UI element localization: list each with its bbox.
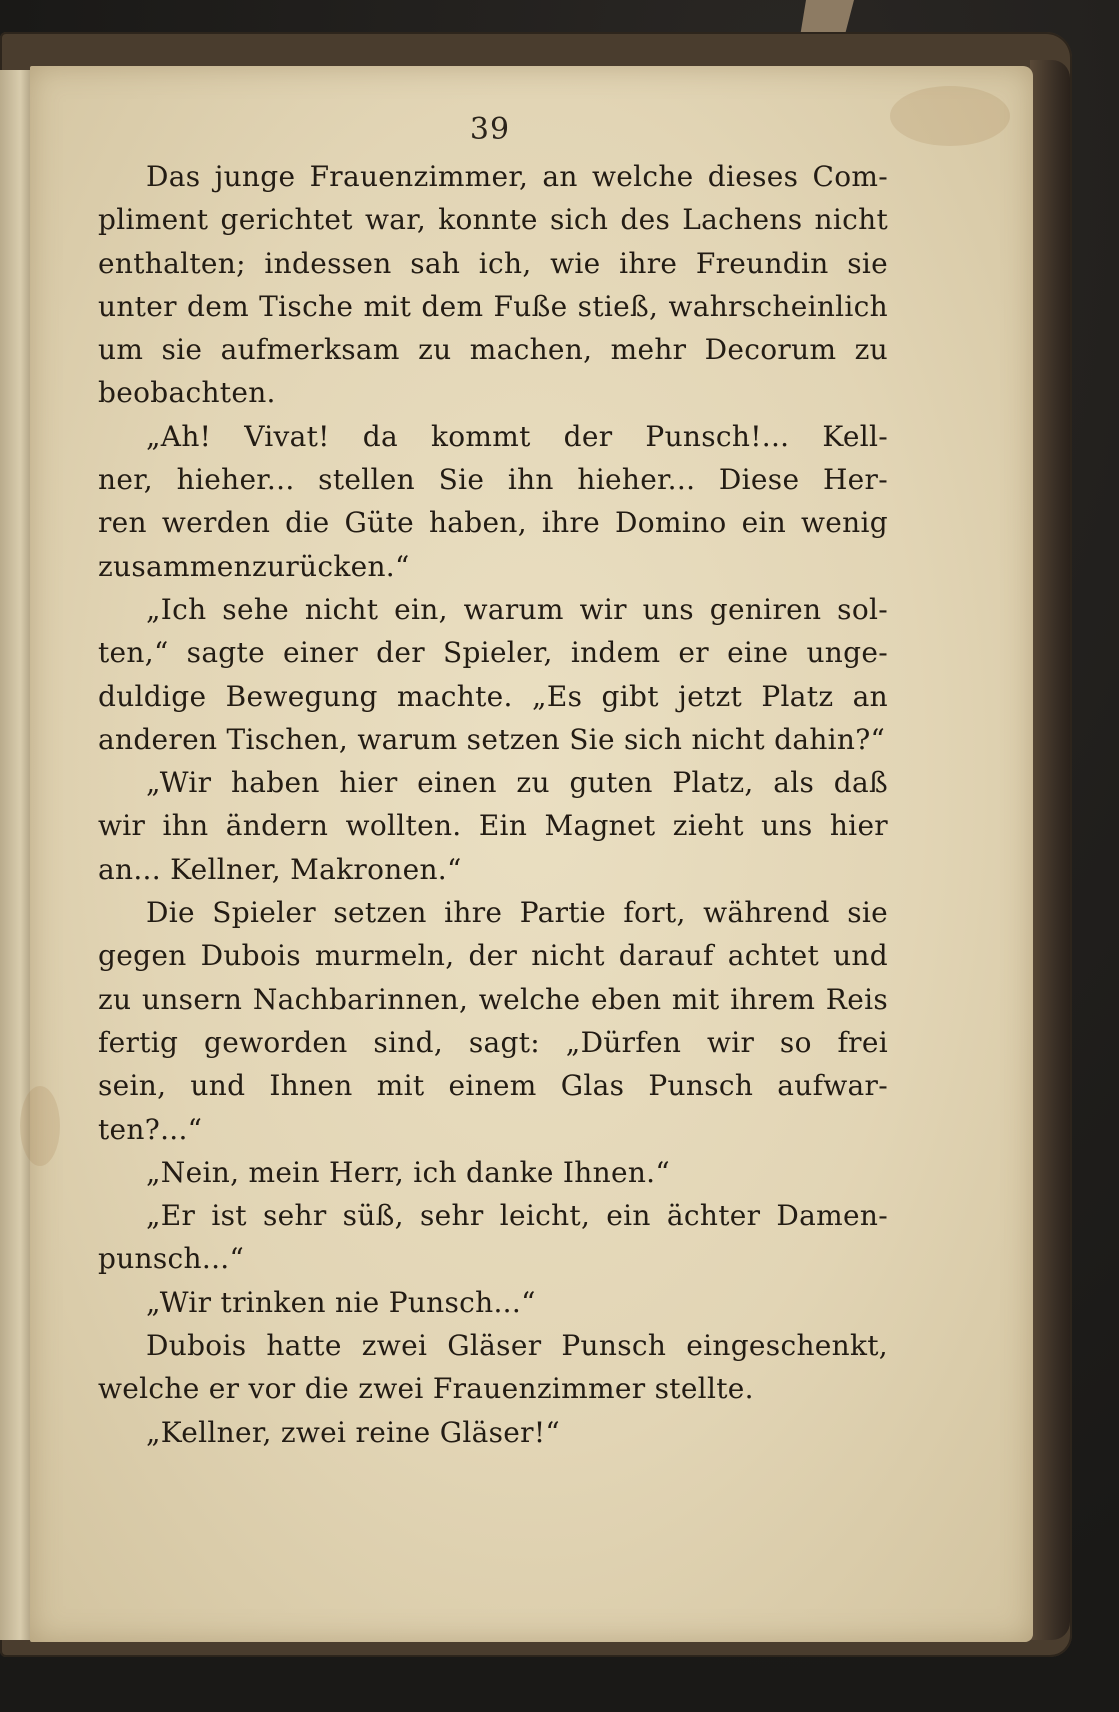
text-line: welche er vor die zwei Frauenzimmer stellte. xyxy=(98,1372,754,1406)
text-line: um sie aufmerksam zu machen, mehr Decorum zu xyxy=(98,333,888,367)
text-line: ner, hieher... stellen Sie ihn hieher... Diese Her- xyxy=(98,463,888,497)
text-line: beobachten. xyxy=(98,376,276,410)
text-line: ten,“ sagte einer der Spieler, indem er eine unge- xyxy=(98,636,888,670)
text-line: Die Spieler setzen ihre Partie fort, während sie xyxy=(146,896,888,930)
text-line: pliment gerichtet war, konnte sich des Lachens nicht xyxy=(98,203,888,237)
text-line: „Wir haben hier einen zu guten Platz, als daß xyxy=(146,766,888,800)
text-line: zu unsern Nachbarinnen, welche eben mit ihrem Reis xyxy=(98,982,888,1016)
text-line: punsch...“ xyxy=(98,1242,245,1276)
text-line: Dubois hatte zwei Gläser Punsch eingeschenkt, xyxy=(146,1329,888,1363)
text-line: enthalten; indessen sah ich, wie ihre Freundin sie xyxy=(98,246,888,280)
page-stain xyxy=(890,86,1010,146)
text-line: duldige Bewegung machte. „Es gibt jetzt Platz an xyxy=(98,679,888,713)
page-stain xyxy=(20,1086,60,1166)
body-text xyxy=(98,155,888,1454)
text-line: ren werden die Güte haben, ihre Domino ein wenig xyxy=(98,506,888,540)
text-line: „Er ist sehr süß, sehr leicht, ein ächter Damen- xyxy=(146,1199,888,1233)
text-line: anderen Tischen, warum setzen Sie sich nicht dahin?“ xyxy=(98,722,886,756)
text-line: wir ihn ändern wollten. Ein Magnet zieht uns hier xyxy=(98,809,888,843)
book-cover-edge xyxy=(1030,60,1070,1640)
text-line: Das junge Frauenzimmer, an welche dieses Com- xyxy=(146,160,888,193)
text-line: „Kellner, zwei reine Gläser!“ xyxy=(146,1415,561,1449)
text-line: „Ah! Vivat! da kommt der Punsch!... Kell- xyxy=(146,419,888,453)
text-line: sein, und Ihnen mit einem Glas Punsch aufwar- xyxy=(98,1069,888,1103)
text-line: „Nein, mein Herr, ich danke Ihnen.“ xyxy=(146,1155,670,1189)
text-line: fertig geworden sind, sagt: „Dürfen wir so frei xyxy=(98,1025,888,1059)
text-line: ten?...“ xyxy=(98,1112,203,1146)
text-line: „Wir trinken nie Punsch...“ xyxy=(146,1285,536,1319)
text-line: an... Kellner, Makronen.“ xyxy=(98,852,462,886)
text-line: zusammenzurücken.“ xyxy=(98,549,410,583)
text-line: „Ich sehe nicht ein, warum wir uns geniren sol- xyxy=(146,592,888,626)
text-line: unter dem Tische mit dem Fuße stieß, wahrscheinlich xyxy=(98,289,888,323)
text-line: gegen Dubois murmeln, der nicht darauf achtet und xyxy=(98,939,888,973)
page-number: 39 xyxy=(469,112,511,147)
